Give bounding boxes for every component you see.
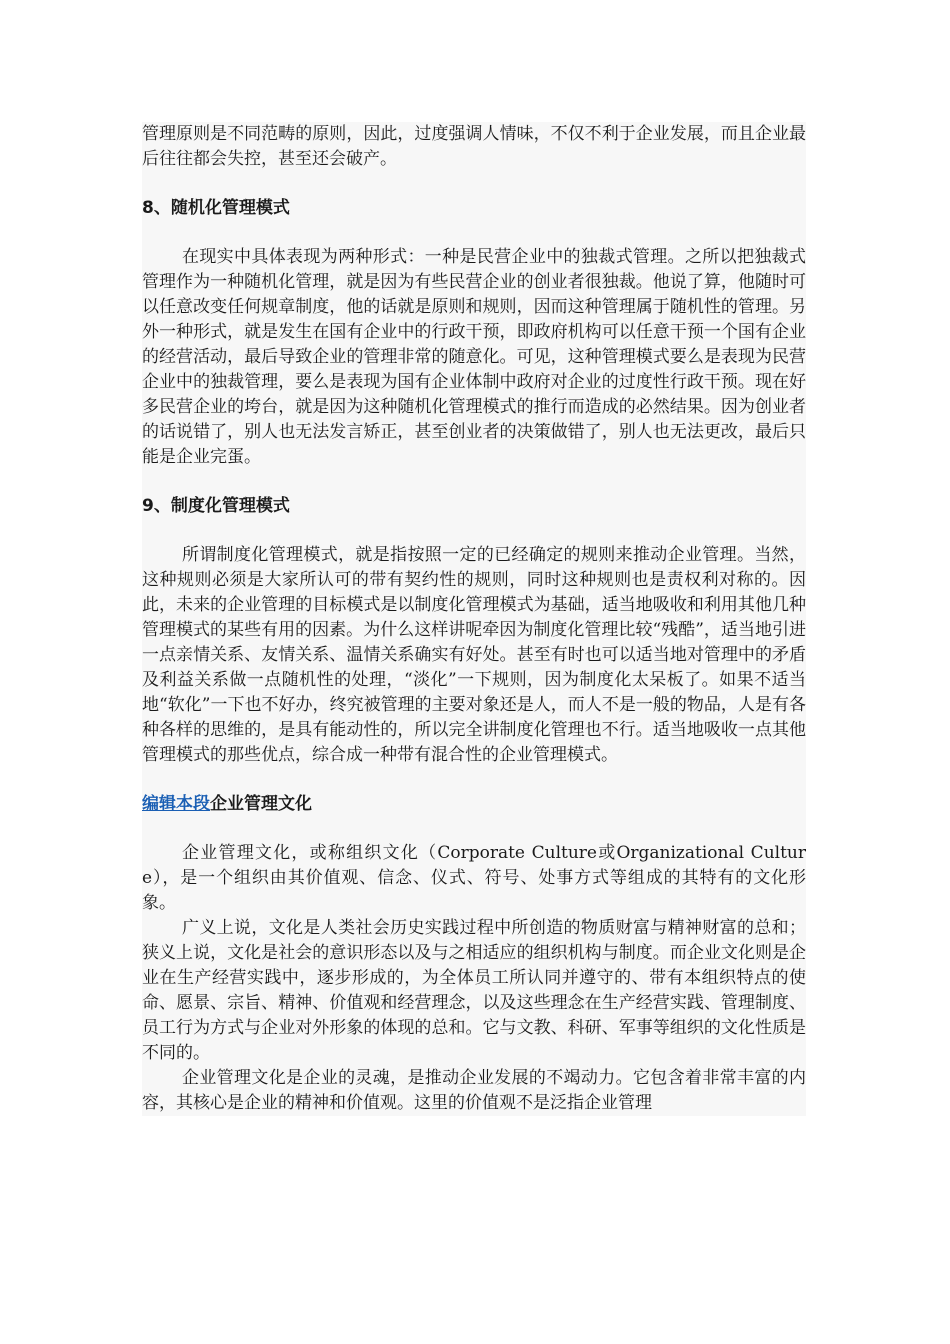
section-8-heading: 8、随机化管理模式 (142, 198, 290, 218)
intro-paragraph: 管理原则是不同范畴的原则，因此，过度强调人情味，不仅不利于企业发展，而且企业最后往往都会失控，甚至还会破产。 (142, 124, 806, 169)
section-9-paragraph: 所谓制度化管理模式，就是指按照一定的已经确定的规则来推动企业管理。当然，这种规则必须是大家所认可的带有契约性的规则，同时这种规则也是责权利对称的。因此，未来的企业管理的目标模式是以制度化管理模式为基础，适当地吸收和利用其他几种管理模式的某些有用的因素。为什么这样讲呢牵因为制度化管理比较“残酷”，适当地引进一点亲情关系、友情关系、温情关系确实有好处。甚至有时也可以适当地对管理中的矛盾及利益关系做一点随机性的处理，“淡化”一下规则，因为制度化太呆板了。如果不适当地“软化”一下也不好办，终究被管理的主要对象还是人，而人不是一般的物品，人是有各种各样的思维的，是具有能动性的，所以完全讲制度化管理也不行。适当地吸收一点其他管理模式的那些优点，综合成一种带有混合性的企业管理模式。 (142, 545, 806, 765)
culture-paragraph: 企业管理文化是企业的灵魂，是推动企业发展的不竭动力。它包含着非常丰富的内容，其核心是企业的精神和价值观。这里的价值观不是泛指企业管理 (142, 1068, 806, 1113)
edit-section-link[interactable]: 编辑本段 (142, 794, 210, 814)
section-8-paragraph: 在现实中具体表现为两种形式：一种是民营企业中的独裁式管理。之所以把独裁式管理作为一种随机化管理，就是因为有些民营企业的创业者很独裁。他说了算，他随时可以任意改变任何规章制度，他的话就是原则和规则，因而这种管理属于随机性的管理。另外一种形式，就是发生在国有企业中的行政干预，即政府机构可以任意干预一个国有企业的经营活动，最后导致企业的管理非常的随意化。可见，这种管理模式要么是表现为民营企业中的独裁管理，要么是表现为国有企业体制中政府对企业的过度性行政干预。现在好多民营企业的垮台，就是因为这种随机化管理模式的推行而造成的必然结果。因为创业者的话说错了，别人也无法发言矫正，甚至创业者的决策做错了，别人也无法更改，最后只能是企业完蛋。 (142, 247, 806, 467)
article-body (142, 122, 806, 1116)
culture-paragraph: 企业管理文化，或称组织文化（Corporate Culture或Organizational Culture），是一个组织由其价值观、信念、仪式、符号、处事方式等组成的其特有的文化形象。 (142, 843, 806, 913)
culture-paragraph: 广义上说，文化是人类社会历史实践过程中所创造的物质财富与精神财富的总和；狭义上说，文化是社会的意识形态以及与之相适应的组织机构与制度。而企业文化则是企业在生产经营实践中，逐步形成的，为全体员工所认同并遵守的、带有本组织特点的使命、愿景、宗旨、精神、价值观和经营理念，以及这些理念在生产经营实践、管理制度、员工行为方式与企业对外形象的体现的总和。它与文教、科研、军事等组织的文化性质是不同的。 (142, 918, 806, 1063)
culture-heading-text: 企业管理文化 (210, 794, 312, 814)
section-9-heading: 9、制度化管理模式 (142, 496, 290, 516)
culture-heading (142, 792, 806, 817)
